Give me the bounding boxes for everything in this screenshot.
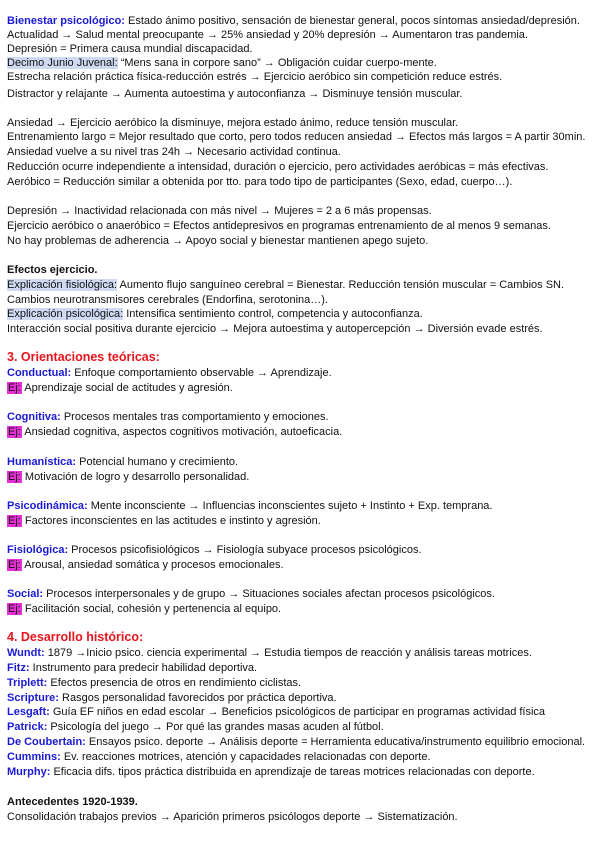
- orientation-line: Social: Procesos interpersonales y de grupo → Situaciones sociales afectan procesos psicológicos.: [7, 588, 495, 600]
- ej-badge: Ej:: [8, 559, 21, 571]
- orientation-label: Conductual:: [7, 367, 72, 379]
- orientation-label: Humanística:: [7, 456, 77, 468]
- fisiologica-line: Explicación fisiológica: Aumento flujo sanguíneo cerebral = Bienestar. Reducción tensión muscular = Cambios SN.: [7, 279, 565, 291]
- history-label: Triplett:: [7, 677, 48, 689]
- orientation-label: Fisiológica:: [7, 544, 69, 556]
- highlight: Explicación psicológica:: [7, 308, 124, 320]
- ej-badge: Ej:: [8, 471, 21, 483]
- highlight: Decimo Junio Juvenal:: [7, 57, 118, 69]
- history-label: Wundt:: [7, 647, 45, 659]
- text-line: Entrenamiento largo = Mejor resultado que corto, pero todos reducen ansiedad → Efectos más largos = A partir 30min.: [7, 131, 586, 143]
- text-line: Reducción ocurre independiente a intensidad, duración o ejercicio, pero actividades aeróbicas = más efectivas.: [7, 161, 549, 173]
- history-label: Patrick:: [7, 721, 48, 733]
- orientation-line: Fisiológica: Procesos psicofisiológicos → Fisiología subyace procesos psicológicos.: [7, 544, 422, 556]
- ej-badge: Ej:: [8, 382, 21, 394]
- text-line: Cambios neurotransmisores cerebrales (Endorfina, serotonina…).: [7, 294, 328, 306]
- orientation-line: Humanística: Potencial humano y crecimiento.: [7, 456, 239, 468]
- orientation-line: Cognitiva: Procesos mentales tras comportamiento y emociones.: [7, 411, 329, 423]
- text-line: Depresión = Primera causa mundial discapacidad.: [7, 43, 253, 55]
- text-line: Interacción social positiva durante ejercicio → Mejora autoestima y autopercepción → Diversión evade estrés.: [7, 323, 543, 335]
- section-heading: 3. Orientaciones teóricas:: [7, 350, 160, 364]
- text-line: Ansiedad vuelve a su nivel tras 24h → Necesario actividad continua.: [7, 146, 341, 158]
- orientation-line: Conductual: Enfoque comportamiento observable → Aprendizaje.: [7, 367, 332, 379]
- section-heading: 4. Desarrollo histórico:: [7, 630, 144, 644]
- text-line: Distractor y relajante → Aumenta autoestima y autoconfianza → Disminuye tensión muscular.: [7, 88, 463, 100]
- example-line: Ej: Factores inconscientes en las actitudes e instinto y agresión.: [8, 515, 321, 527]
- text-line: Ansiedad → Ejercicio aeróbico la disminuye, mejora estado ánimo, reduce tensión muscular.: [7, 117, 459, 129]
- history-label: Fitz:: [7, 662, 30, 674]
- history-label: Cummins:: [7, 751, 61, 763]
- orientation-label: Social:: [7, 588, 44, 600]
- history-label: Scripture:: [7, 692, 59, 704]
- history-line: Lesgaft: Guía EF niños en edad escolar → Beneficios psicológicos de participar en programas actividad física: [7, 706, 546, 718]
- highlight: Explicación fisiológica:: [7, 279, 118, 291]
- history-line: Wundt: 1879 →Inicio psico. ciencia experimental → Estudia tiempos de reacción y análisis tareas motrices.: [7, 647, 532, 659]
- history-line: Murphy: Eficacia difs. tipos práctica distribuida en aprendizaje de tareas motrices relacionadas con deporte.: [7, 766, 535, 778]
- example-line: Ej: Ansiedad cognitiva, aspectos cognitivos motivación, autoeficacia.: [8, 426, 343, 438]
- history-line: Cummins: Ev. reacciones motrices, atención y capacidades relacionadas con deporte.: [7, 751, 431, 763]
- history-line: Scripture: Rasgos personalidad favorecidos por práctica deportiva.: [7, 692, 337, 704]
- history-label: Lesgaft:: [7, 706, 50, 718]
- history-label: De Coubertain:: [7, 736, 86, 748]
- example-line: Ej: Facilitación social, cohesión y pertenencia al equipo.: [8, 603, 282, 615]
- orientation-label: Cognitiva:: [7, 411, 61, 423]
- example-line: Ej: Motivación de logro y desarrollo personalidad.: [8, 471, 250, 483]
- example-line: Ej: Arousal, ansiedad somática y procesos emocionales.: [8, 559, 284, 571]
- history-line: De Coubertain: Ensayos psico. deporte → Análisis deporte = Herramienta educativa/instrumento equilibrio emocional.: [7, 736, 586, 748]
- text-line: Aeróbico = Reducción similar a obtenida por tto. para todo tipo de participantes (Sexo, edad, cuerpo…).: [7, 176, 513, 188]
- text-line: Ejercicio aeróbico o anaeróbico = Efectos antidepresivos en programas entrenamiento de al menos 9 semanas.: [7, 220, 551, 232]
- orientation-label: Psicodinámica:: [7, 500, 88, 512]
- history-label: Murphy:: [7, 766, 51, 778]
- ej-badge: Ej:: [8, 515, 21, 527]
- text-line: Estrecha relación práctica física-reducción estrés → Ejercicio aeróbico sin competición reduce estrés.: [7, 71, 503, 83]
- orientation-line: Psicodinámica: Mente inconsciente → Influencias inconscientes sujeto + Instinto + Exp. temprana.: [7, 500, 493, 512]
- psicologica-line: Explicación psicológica: Intensifica sentimiento control, competencia y autoconfianza.: [7, 308, 423, 320]
- juvenal-line: Decimo Junio Juvenal: “Mens sana in corpore sano” → Obligación cuidar cuerpo-mente.: [7, 57, 437, 69]
- section-title: Antecedentes 1920-1939.: [7, 796, 138, 808]
- history-line: Patrick: Psicología del juego → Por qué las grandes masas acuden al fútbol.: [7, 721, 384, 733]
- bienestar-label: Bienestar psicológico:: [7, 15, 125, 27]
- history-line: Fitz: Instrumento para predecir habilidad deportiva.: [7, 662, 258, 674]
- bienestar-line: Bienestar psicológico: Estado ánimo positivo, sensación de bienestar general, pocos síntomas ansiedad/depresión.: [7, 15, 580, 27]
- history-line: Triplett: Efectos presencia de otros en rendimiento ciclistas.: [7, 677, 302, 689]
- text-line: Consolidación trabajos previos → Aparición primeros psicólogos deporte → Sistematización.: [7, 811, 458, 823]
- ej-badge: Ej:: [8, 603, 21, 615]
- text-line: Depresión → Inactividad relacionada con más nivel → Mujeres = 2 a 6 más propensas.: [7, 205, 432, 217]
- text-line: No hay problemas de adherencia → Apoyo social y bienestar mantienen apego sujeto.: [7, 235, 429, 247]
- section-title: Efectos ejercicio.: [7, 264, 98, 276]
- example-line: Ej: Aprendizaje social de actitudes y agresión.: [8, 382, 233, 394]
- text-line: Actualidad → Salud mental preocupante → 25% ansiedad y 20% depresión → Aumentaron tras pandemia.: [7, 29, 528, 41]
- ej-badge: Ej:: [8, 426, 21, 438]
